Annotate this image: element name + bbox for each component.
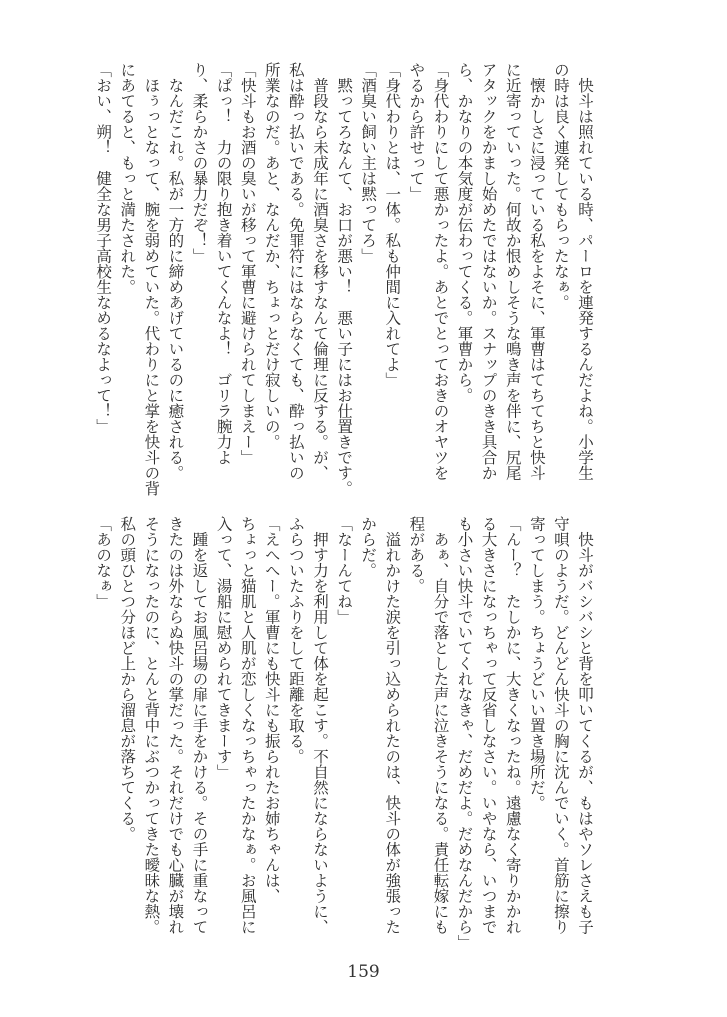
text-line: ほぅっとなって、腕を弱めていた。代わりにと掌を快斗の背	[142, 62, 161, 496]
text-line: に近寄っていった。何故か恨めしそうな鳴き声を伴に、尻尾	[503, 62, 522, 481]
text-line: 「快斗もお酒の臭いが移って軍曹に避けられてしまえー」	[238, 62, 257, 465]
text-line: 快斗は照れている時、パーロを連発するんだよね。小学生	[576, 62, 594, 481]
text-line: にあてると、もっと満たされた。	[118, 62, 137, 295]
text-line: なんだこれ。私が一方的に締めあげているのに癒される。	[166, 62, 185, 481]
text-line: ちょっと猫肌と人肌が恋しくなっちゃったかなぁ。お風呂に	[238, 516, 257, 935]
text-line: 「おい、朔！ 健全な男子高校生なめるなよって！」	[94, 62, 113, 434]
text-line: そうになったのに、とんと背中にぶつかってきた曖昧な熱。	[142, 516, 161, 935]
text-line: あぁ、自分で落とした声に泣きそうになる。責任転嫁にも	[431, 516, 450, 935]
text-line: 「酒臭い飼い主は黙ってろ」	[359, 62, 378, 264]
text-line: 「えへへー。軍曹にも快斗にも振られたお姉ちゃんは、	[262, 516, 281, 904]
text-line: 「身代わりとは、一体。私も仲間に入れてよ」	[383, 62, 402, 388]
text-line: 入って、湯船に慰められてきまーす」	[214, 516, 233, 780]
text-line: 普段なら未成年に酒臭さを移すなんて倫理に反する。が、	[310, 62, 329, 481]
text-line: り、柔らかさの暴力だぞ！」	[190, 62, 209, 264]
text-line: からだ。	[359, 516, 378, 578]
text-line: 「なーんてね」	[335, 516, 354, 625]
text-line: 懐かしさに浸っている私をよそに、軍曹はてちてちと快斗	[527, 62, 546, 481]
text-line: 守唄のようだ。どんどん快斗の胸に沈んでいく。首筋に擦り	[551, 516, 570, 935]
text-line: 私の頭ひとつ分ほど上から溜息が落ちてくる。	[118, 516, 137, 842]
text-line: アタックをかまし始めたではないか。スナップのきき具合か	[479, 62, 498, 481]
text-block-upper	[91, 62, 597, 507]
text-line: 「ぱっ！ 力の限り抱き着いてくんなよ！ ゴリラ腕力よ	[214, 62, 233, 465]
text-line: 「身代わりにして悪かったよ。あとでとっておきのオヤツを	[431, 62, 450, 481]
text-line: る大きさになっちゃって反省しなさい。いやなら、いつまで	[479, 516, 498, 935]
text-line: 黙ってろなんて、お口が悪い！ 悪い子にはお仕置きです。	[335, 62, 354, 496]
text-line: やるから許せって」	[407, 62, 426, 202]
text-line: 踵を返してお風呂場の扉に手をかける。その手に重なって	[190, 516, 209, 935]
text-line: も小さい快斗でいてくれなきゃ、だめだよ。だめなんだから」	[455, 516, 474, 950]
text-line: 所業なのだ。あと、なんだか、ちょっとだけ寂しいの。	[262, 62, 281, 450]
text-line: 溢れかけた涙を引っ込められたのは、快斗の体が強張った	[383, 516, 402, 935]
text-line: ら、かなりの本気度が伝わってくる。軍曹から。	[455, 62, 474, 403]
text-line: 「あのなぁ」	[94, 516, 113, 609]
text-block-lower	[91, 516, 597, 956]
text-line: 私は酔っ払いである。免罪符にはならなくても、酔っ払いの	[286, 62, 305, 481]
text-line: きたのは外ならぬ快斗の掌だった。それだけでも心臓が壊れ	[166, 516, 185, 935]
text-line: の時は良く連発してもらったなぁ。	[551, 62, 570, 310]
text-line: 「んー？ たしかに、大きくなったね。遠慮なく寄りかかれ	[503, 516, 522, 935]
text-line: 快斗がバシバシと背を叩いてくるが、もはやソレさえも子	[576, 516, 594, 935]
text-line: ふらついたふりをして距離を取る。	[286, 516, 305, 764]
text-line: 寄ってしまう。ちょうどいい置き場所だ。	[527, 516, 546, 811]
text-line: 程がある。	[407, 516, 426, 594]
text-line: 押す力を利用して体を起こす。不自然にならないように、	[310, 516, 329, 935]
page-number: 159	[347, 962, 380, 982]
